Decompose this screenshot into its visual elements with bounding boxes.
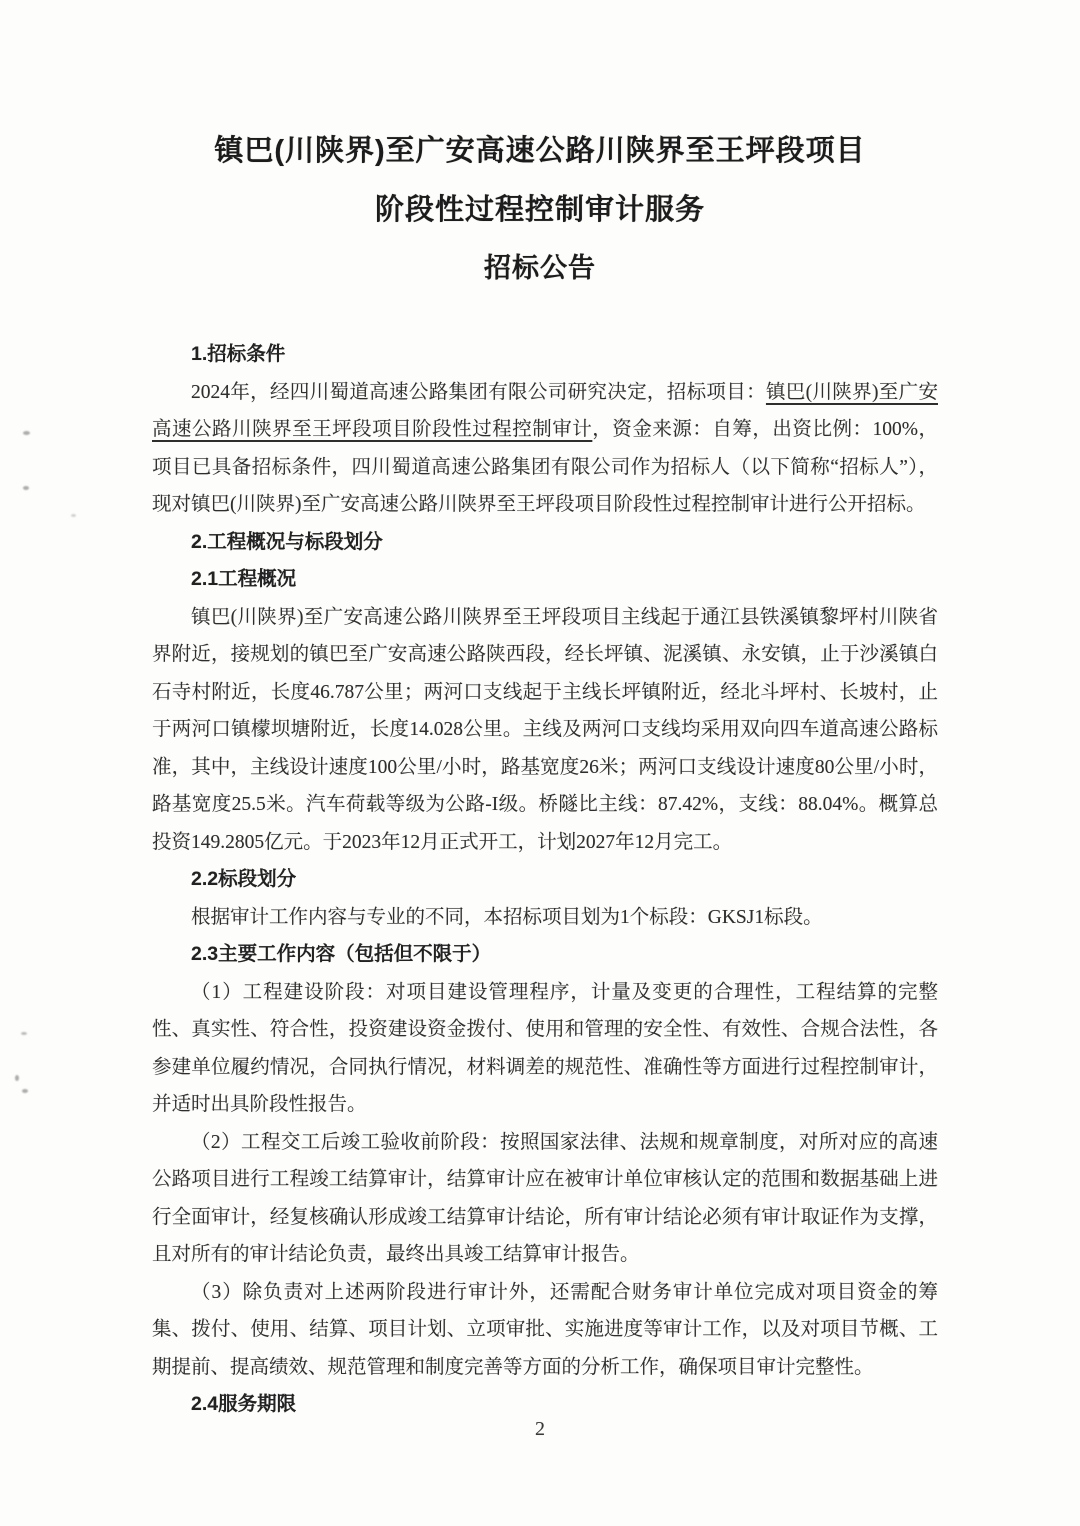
paragraph-text: 2.3主要工作内容（包括但不限于）: [191, 943, 492, 965]
section-heading: [152, 936, 938, 974]
paragraph-text: 根据审计工作内容与专业的不同，本招标项目划为1个标段：GKSJ1标段。: [191, 906, 823, 928]
paragraph-text: 2.2标段划分: [191, 868, 297, 890]
paragraph-text: （2）工程交工后竣工验收前阶段：按照国家法律、法规和规章制度，对所对应的高速公路项目进行工程竣工结算审计，结算审计应在被审计单位审核认定的范围和数据基础上进行全面审计，经复核确认形成竣工结算审计结论，所有审计结论必须有审计取证作为支撑，且对所有的审计结论负责，最终出具竣工结算审计报告。: [152, 1131, 938, 1265]
scan-speck: [71, 514, 76, 517]
document-body: [152, 336, 938, 1424]
body-paragraph: [152, 1274, 938, 1387]
body-paragraph: [152, 374, 938, 524]
scan-speck: [22, 1089, 28, 1093]
scan-speck: [15, 1075, 19, 1081]
body-paragraph: [152, 599, 938, 862]
scan-speck: [23, 431, 30, 435]
paragraph-text: （1）工程建设阶段：对项目建设管理程序，计量及变更的合理性，工程结算的完整性、真实性、符合性，投资建设资金拨付、使用和管理的安全性、有效性、合规合法性，各参建单位履约情况，合同执行情况，材料调差的规范性、准确性等方面进行过程控制审计，并适时出具阶段性报告。: [152, 981, 938, 1115]
section-heading: [152, 336, 938, 374]
scan-speck: [21, 1032, 27, 1035]
body-paragraph: [152, 899, 938, 937]
paragraph-text: 2.1工程概况: [191, 568, 297, 590]
paragraph-text: ，资金来源：自筹，出资比例：100%，项目已具备招标条件，四川蜀道高速公路集团有限公司作为招标人（以下简称“招标人”），现对镇巴(川陕界)至广安高速公路川陕界至王坪段项目阶段性过程控制审计进行公开招标。: [152, 419, 938, 515]
title-line-1: 镇巴(川陕界)至广安高速公路川陕界至王坪段项目: [214, 135, 866, 167]
body-paragraph: [152, 1124, 938, 1274]
section-heading: [152, 561, 938, 599]
paragraph-text: 镇巴(川陕界)至广安高速公路川陕界至王坪段项目主线起于通江县铁溪镇黎坪村川陕省界附近，接规划的镇巴至广安高速公路陕西段，经长坪镇、泥溪镇、永安镇，止于沙溪镇白石寺村附近，长度46.787公里；两河口支线起于主线长坪镇附近，经北斗坪村、长坡村，止于两河口镇檬坝塘附近，长度14.028公里。主线及两河口支线均采用双向四车道高速公路标准，其中，主线设计速度100公里/小时，路基宽度26米；两河口支线设计速度80公里/小时，路基宽度25.5米。汽车荷载等级为公路-I级。桥隧比主线：87.42%，支线：88.04%。概算总投资149.2805亿元。于2023年12月正式开工，计划2027年12月完工。: [152, 606, 938, 853]
paragraph-text: 2.4服务期限: [191, 1393, 297, 1415]
document-title: [0, 122, 1080, 298]
section-heading: [152, 861, 938, 899]
scan-speck: [23, 486, 29, 490]
page-number: 2: [535, 1418, 545, 1440]
title-line-2: 阶段性过程控制审计服务: [374, 193, 705, 226]
title-line-announcement: 招标公告: [484, 253, 596, 283]
paragraph-text: 2.工程概况与标段划分: [191, 530, 383, 553]
paragraph-text: （3）除负责对上述两阶段进行审计外，还需配合财务审计单位完成对项目资金的筹集、拨付、使用、结算、项目计划、立项审批、实施进度等审计工作，以及对项目节概、工期提前、提高绩效、规范管理和制度完善等方面的分析工作，确保项目审计完整性。: [152, 1281, 938, 1378]
underlined-project-name: 镇巴(川陕界)至广安高速公路川陕界至王坪段项目阶段性过程控制审计: [152, 381, 938, 440]
paragraph-text: 1.招标条件: [191, 343, 286, 365]
paragraph-text: 2024年，经四川蜀道高速公路集团有限公司研究决定，招标项目：: [191, 381, 766, 403]
section-heading: [152, 524, 938, 562]
body-paragraph: [152, 974, 938, 1124]
